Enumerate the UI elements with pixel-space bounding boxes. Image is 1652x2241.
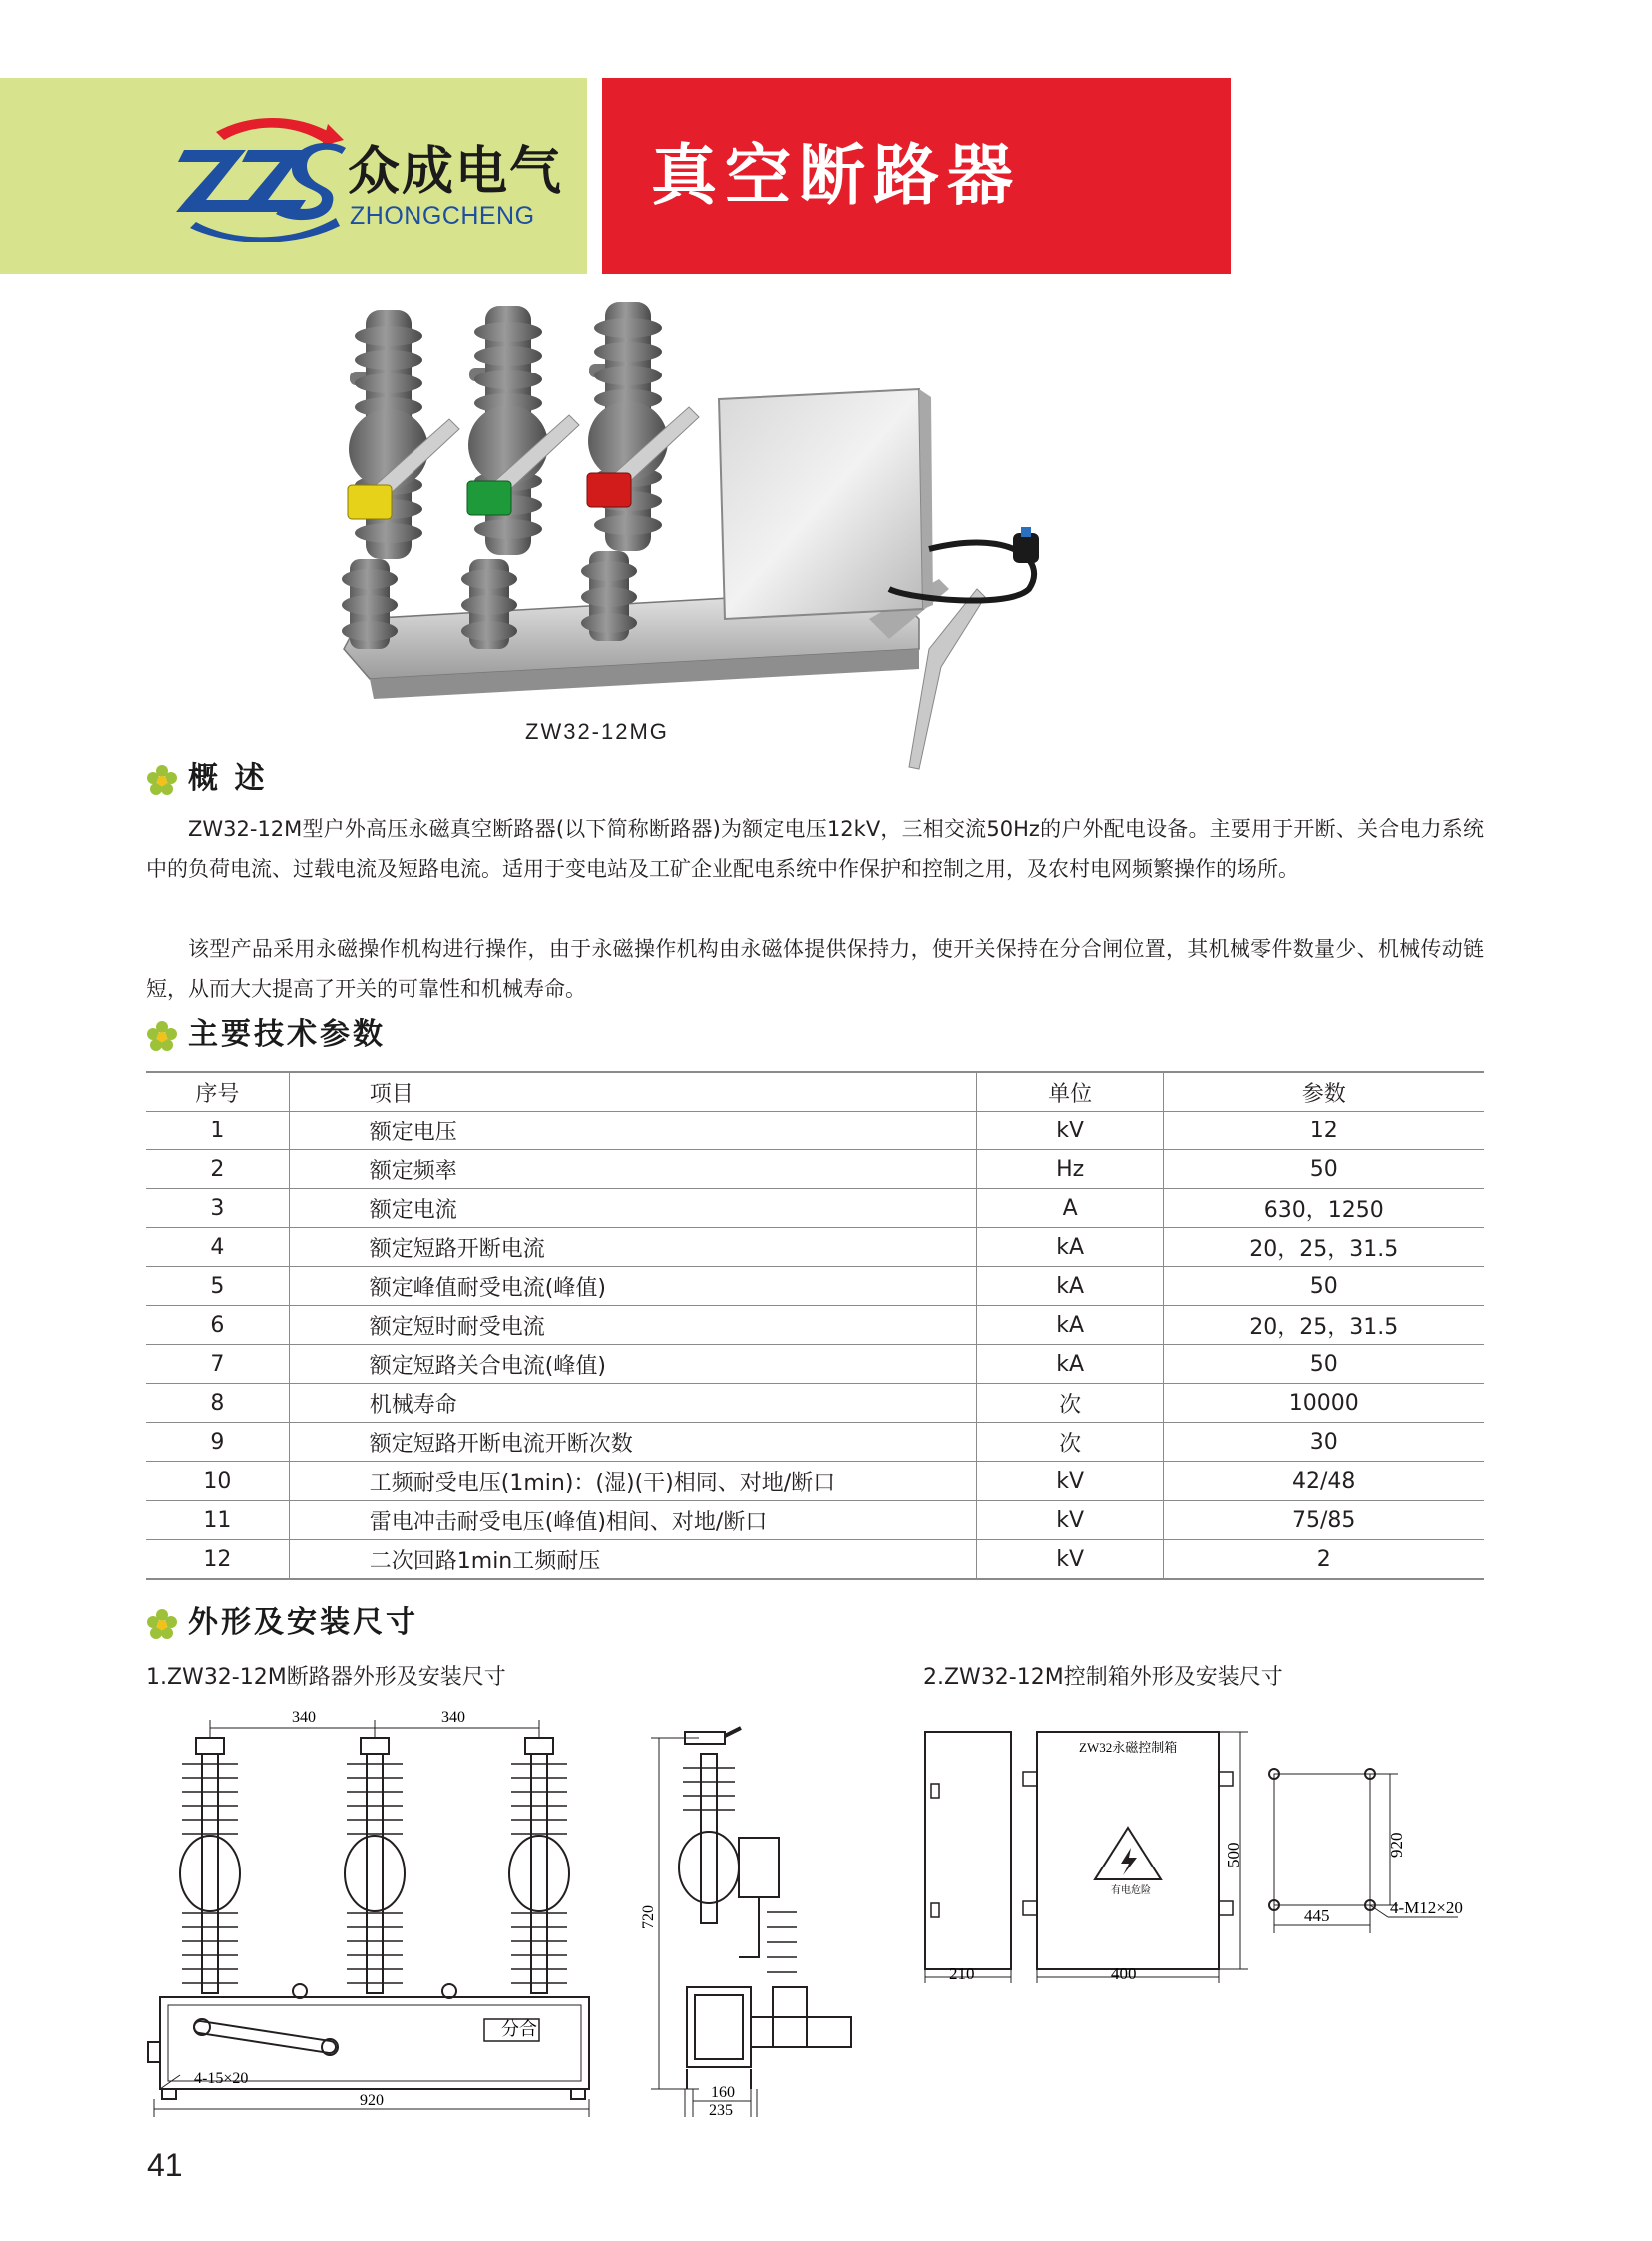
table-row (146, 1189, 1484, 1228)
warning-label: 有电危险 (1111, 1885, 1151, 1896)
dim-mount-width: 445 (1304, 1906, 1330, 1925)
row-index: 9 (146, 1423, 289, 1462)
table-row (146, 1306, 1484, 1345)
row-value: 30 (1164, 1423, 1484, 1462)
row-value: 50 (1164, 1267, 1484, 1306)
row-unit: 次 (976, 1423, 1164, 1462)
row-unit: kA (976, 1267, 1164, 1306)
product-photo (330, 290, 1248, 809)
table-row (146, 1462, 1484, 1501)
table-row (146, 1345, 1484, 1384)
row-value: 50 (1164, 1345, 1484, 1384)
row-value: 75/85 (1164, 1501, 1484, 1540)
row-item: 额定短时耐受电流 (289, 1306, 976, 1345)
brand-name-cn: 众成电气 (348, 142, 564, 202)
row-index: 1 (146, 1112, 289, 1150)
row-unit: kV (976, 1540, 1164, 1580)
row-item: 额定峰值耐受电流(峰值) (289, 1267, 976, 1306)
dim-holes: 4-15×20 (194, 2070, 249, 2087)
table-row (146, 1150, 1484, 1189)
row-item: 额定短路开断电流开断次数 (289, 1423, 976, 1462)
column-header: 单位 (976, 1072, 1164, 1112)
switch-label: 分合 (501, 2019, 537, 2039)
row-index: 8 (146, 1384, 289, 1423)
control-box-dimension-drawing (919, 1718, 1538, 1987)
dim-width: 920 (360, 2092, 384, 2109)
row-value: 50 (1164, 1150, 1484, 1189)
dim-pitch-1: 340 (292, 1709, 316, 1726)
dim-depth: 235 (709, 2102, 733, 2117)
specs-heading: 主要技术参数 (188, 1017, 386, 1052)
row-unit: kV (976, 1462, 1164, 1501)
row-value: 20，25，31.5 (1164, 1306, 1484, 1345)
drawing-2-title: 2.ZW32-12M控制箱外形及安装尺寸 (923, 1665, 1283, 1690)
row-index: 11 (146, 1501, 289, 1540)
row-item: 额定短路关合电流(峰值) (289, 1345, 976, 1384)
row-value: 630，1250 (1164, 1189, 1484, 1228)
flower-bullet-icon (146, 1608, 178, 1640)
row-unit: kA (976, 1345, 1164, 1384)
row-index: 4 (146, 1228, 289, 1267)
dim-front-width: 400 (1111, 1964, 1137, 1983)
row-index: 10 (146, 1462, 289, 1501)
specs-table (146, 1071, 1484, 1580)
dim-base: 160 (711, 2084, 735, 2101)
row-item: 二次回路1min工频耐压 (289, 1540, 976, 1580)
row-item: 机械寿命 (289, 1384, 976, 1423)
row-item: 工频耐受电压(1min)：(湿)(干)相同、对地/断口 (289, 1462, 976, 1501)
row-value: 20，25，31.5 (1164, 1228, 1484, 1267)
row-index: 3 (146, 1189, 289, 1228)
dim-side-width: 210 (949, 1964, 975, 1983)
control-box-label: ZW32永磁控制箱 (1079, 1740, 1178, 1755)
row-value: 42/48 (1164, 1462, 1484, 1501)
overview-paragraph-1: ZW32-12M型户外高压永磁真空断路器(以下简称断路器)为额定电压12kV，三相交流50Hz的户外配电设备。主要用于开断、关合电力系统中的负荷电流、过载电流及短路电流。适用于变电站及工矿企业配电系统中作保护和控制之用，及农村电网频繁操作的场所。 (146, 817, 1484, 881)
brand-name-en: ZHONGCHENG (350, 202, 535, 230)
flower-bullet-icon (146, 764, 178, 796)
overview-heading: 概 述 (188, 761, 268, 796)
row-item: 额定电流 (289, 1189, 976, 1228)
row-unit: 次 (976, 1384, 1164, 1423)
row-index: 2 (146, 1150, 289, 1189)
row-index: 12 (146, 1540, 289, 1580)
row-unit: kV (976, 1501, 1164, 1540)
table-row (146, 1267, 1484, 1306)
table-row (146, 1501, 1484, 1540)
row-unit: kV (976, 1112, 1164, 1150)
column-header: 序号 (146, 1072, 289, 1112)
product-caption: ZW32-12MG (525, 719, 669, 744)
breaker-dimension-drawing (140, 1698, 929, 2117)
table-header-row (146, 1072, 1484, 1112)
page-number: 41 (147, 2147, 183, 2183)
page-title: 真空断路器 (651, 137, 1021, 214)
dim-bolts: 4-M12×20 (1390, 1898, 1463, 1917)
table-row (146, 1540, 1484, 1580)
row-item: 雷电冲击耐受电压(峰值)相间、对地/断口 (289, 1501, 976, 1540)
row-unit: kA (976, 1228, 1164, 1267)
table-row (146, 1423, 1484, 1462)
dim-box-height: 500 (1224, 1842, 1242, 1868)
dim-mount-height: 920 (1387, 1832, 1406, 1858)
column-header: 参数 (1164, 1072, 1484, 1112)
table-row (146, 1112, 1484, 1150)
table-row (146, 1228, 1484, 1267)
zzc-logo-icon (176, 114, 346, 242)
row-unit: kA (976, 1306, 1164, 1345)
table-row (146, 1384, 1484, 1423)
row-item: 额定短路开断电流 (289, 1228, 976, 1267)
dim-pitch-2: 340 (441, 1709, 465, 1726)
row-value: 2 (1164, 1540, 1484, 1580)
row-index: 6 (146, 1306, 289, 1345)
row-value: 12 (1164, 1112, 1484, 1150)
dimensions-heading: 外形及安装尺寸 (188, 1605, 418, 1640)
row-index: 7 (146, 1345, 289, 1384)
row-value: 10000 (1164, 1384, 1484, 1423)
row-item: 额定电压 (289, 1112, 976, 1150)
row-unit: Hz (976, 1150, 1164, 1189)
flower-bullet-icon (146, 1020, 178, 1052)
row-item: 额定频率 (289, 1150, 976, 1189)
row-unit: A (976, 1189, 1164, 1228)
overview-paragraph-2: 该型产品采用永磁操作机构进行操作，由于永磁操作机构由永磁体提供保持力，使开关保持在分合闸位置，其机械零件数量少、机械传动链短，从而大大提高了开关的可靠性和机械寿命。 (146, 937, 1484, 1001)
column-header: 项目 (289, 1072, 976, 1112)
dim-height: 720 (640, 1905, 657, 1929)
row-index: 5 (146, 1267, 289, 1306)
drawing-1-title: 1.ZW32-12M断路器外形及安装尺寸 (146, 1665, 506, 1690)
